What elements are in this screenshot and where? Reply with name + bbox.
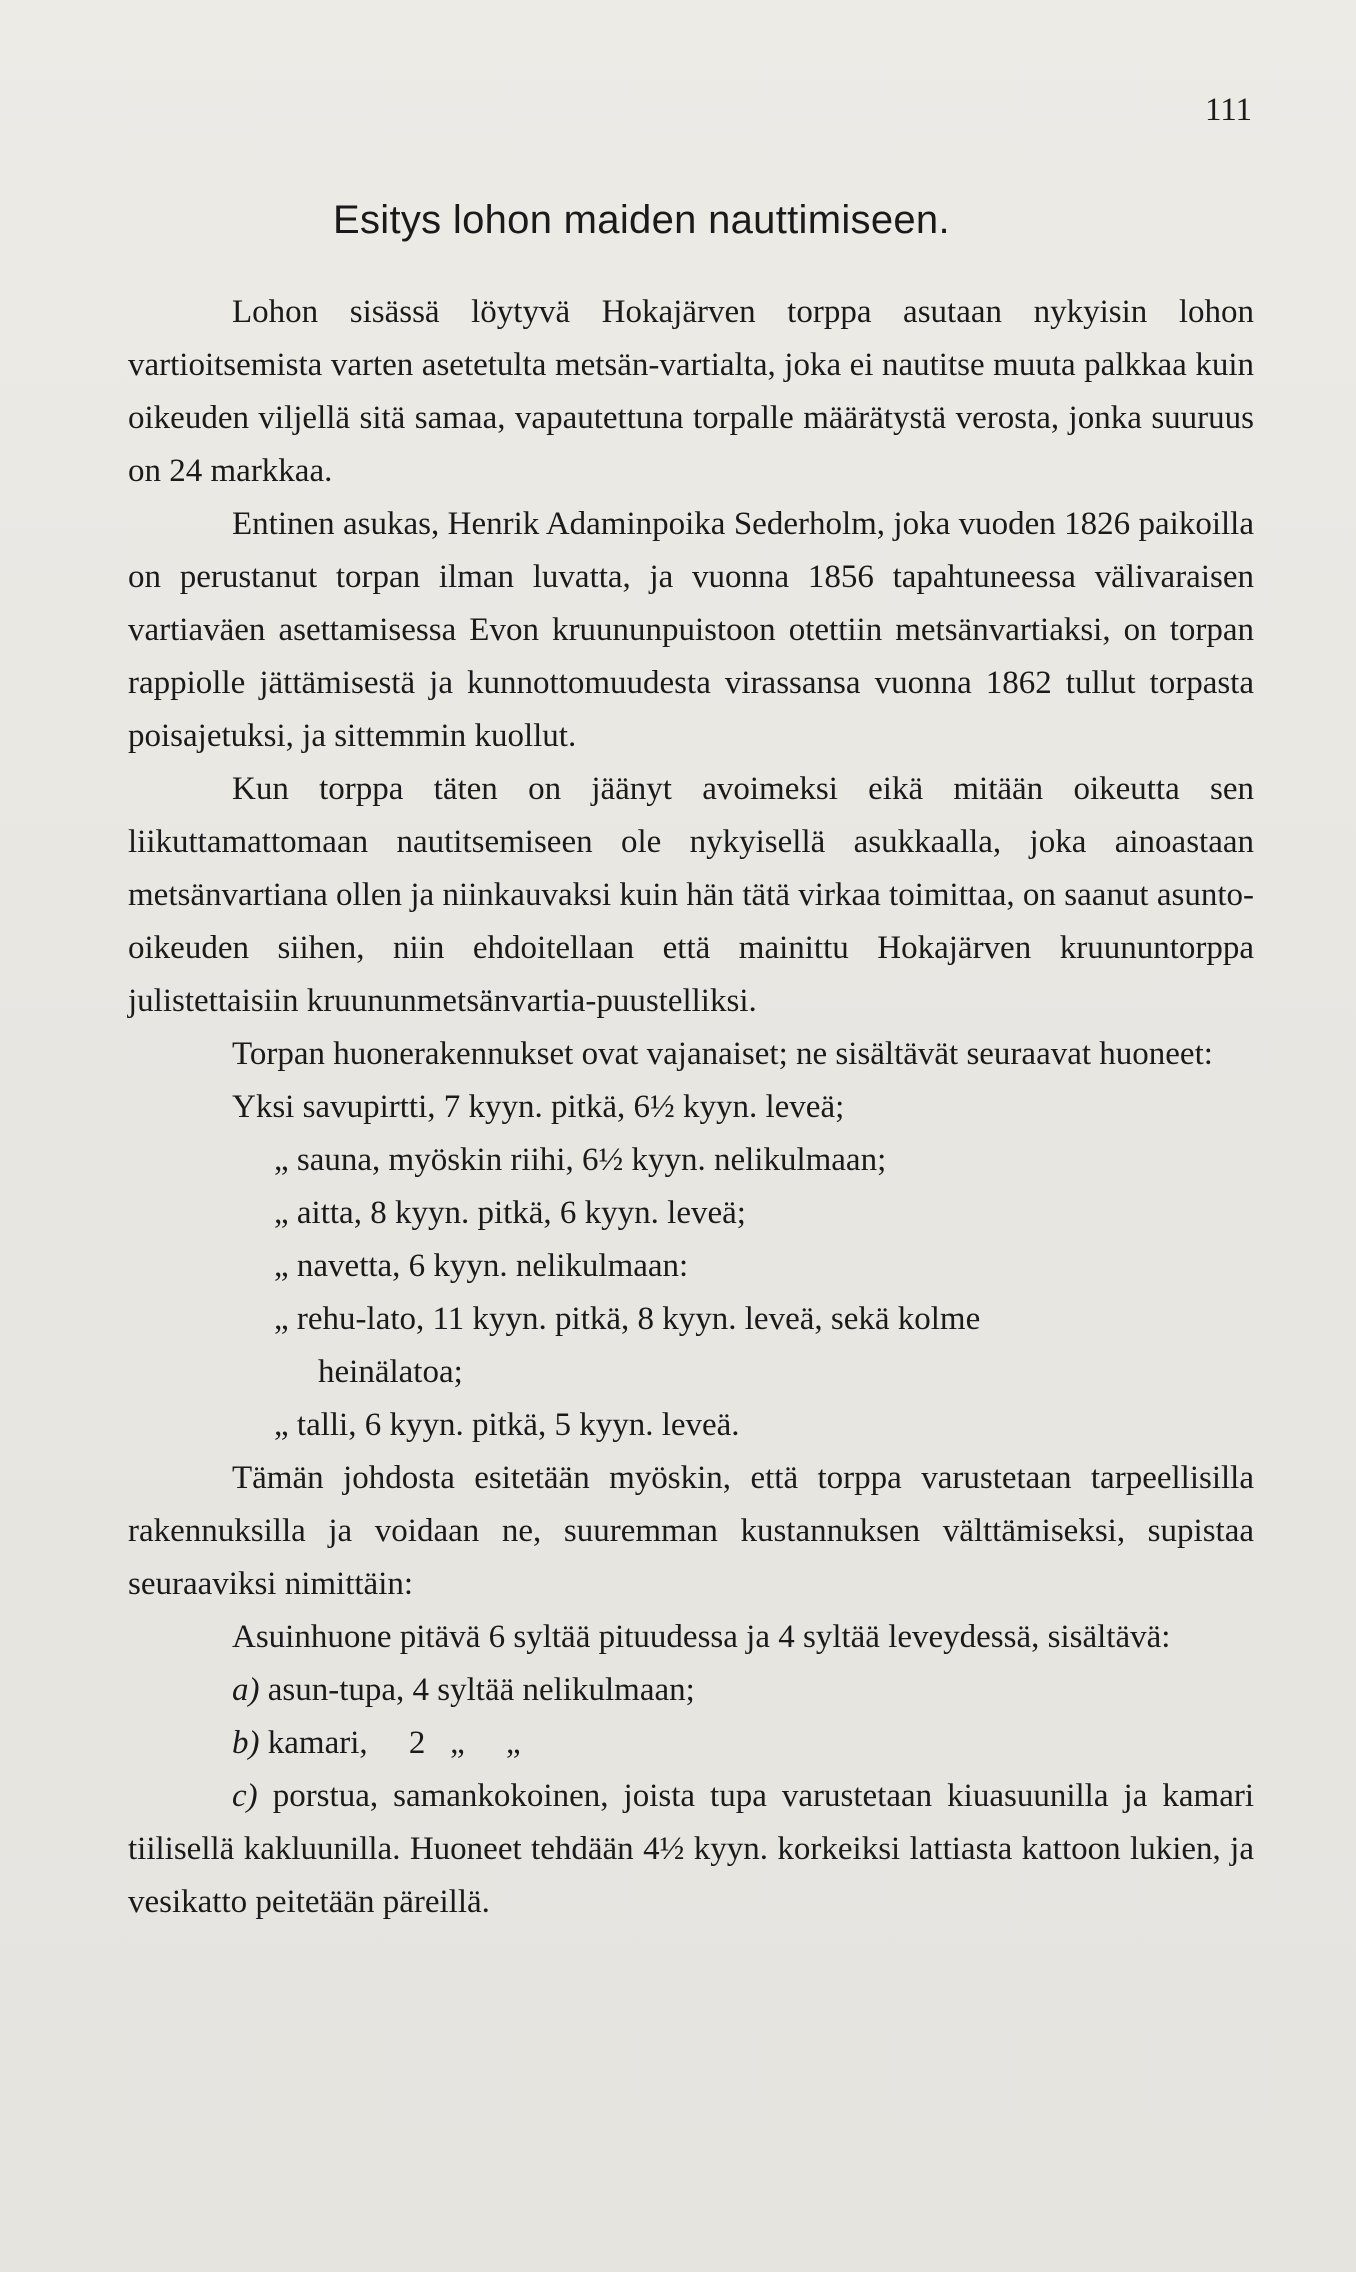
- paragraph-former-tenant: Entinen asukas, Henrik Adaminpoika Sederholm, joka vuoden 1826 paikoilla on perustanut torpan ilman luvatta, ja vuonna 1856 tapahtuneessa välivaraisen vartiaväen asettamisessa Evon kruununpuistoon otettiin metsänvartiaksi, on torpan rappiolle jättämisestä ja kunnottomuudesta virassansa vuonna 1862 tullut torpasta poisajetuksi, ja sittemmin kuollut.: [128, 506, 1254, 754]
- buildings-list-item-continuation: heinälatoa;: [318, 1354, 463, 1390]
- room-item-label: a): [232, 1672, 260, 1708]
- buildings-list-item: „ rehu-lato, 11 kyyn. pitkä, 8 kyyn. leveä, sekä kolme: [274, 1301, 981, 1337]
- room-item-label: c): [232, 1778, 258, 1814]
- section-heading: Esitys lohon maiden nauttimiseen.: [333, 198, 950, 242]
- buildings-list-item: „ talli, 6 kyyn. pitkä, 5 kyyn. leveä.: [274, 1407, 740, 1443]
- room-item-text: kamari, 2 „ „: [267, 1725, 521, 1761]
- paragraph-consequence: Tämän johdosta esitetään myöskin, että torppa varustetaan tarpeellisilla rakennuksilla ja voidaan ne, suuremman kustannuksen välttämiseksi, supistaa seuraaviksi nimittäin:: [128, 1460, 1254, 1602]
- room-item-c: [128, 1770, 1254, 1929]
- room-item-b: [128, 1717, 1254, 1770]
- room-item-text: asun-tupa, 4 syltää nelikulmaan;: [267, 1672, 695, 1708]
- room-item-label: b): [232, 1725, 260, 1761]
- buildings-list-item: „ navetta, 6 kyyn. nelikulmaan:: [274, 1248, 689, 1284]
- buildings-list: [128, 1081, 1254, 1452]
- page-number: 111: [1204, 92, 1252, 128]
- buildings-list-item: „ aitta, 8 kyyn. pitkä, 6 kyyn. leveä;: [274, 1195, 746, 1231]
- paragraph-proposal: Kun torppa täten on jäänyt avoimeksi eikä mitään oikeutta sen liikuttamattomaan nautitsemiseen ole nykyisellä asukkaalla, joka ainoastaan metsänvartiana ollen ja niinkauvaksi kuin hän tätä virkaa toimittaa, on saanut asunto-oikeuden siihen, niin ehdoitellaan että mainittu Hokajärven kruununtorppa julistettaisiin kruununmetsänvartia-puustelliksi.: [128, 771, 1254, 1019]
- paragraph-dwelling: Asuinhuone pitävä 6 syltää pituudessa ja 4 syltää leveydessä, sisältävä:: [232, 1619, 1171, 1655]
- room-item-text: porstua, samankokoinen, joista tupa varustetaan kiuasuunilla ja kamari tiilisellä kakluunilla. Huoneet tehdään 4½ kyyn. korkeiksi lattiasta kattoon lukien, ja vesikatto peitetään päreillä.: [128, 1778, 1254, 1920]
- paragraph-intro: Lohon sisässä löytyvä Hokajärven torppa asutaan nykyisin lohon vartioitsemista varten asetetulta metsän-vartialta, joka ei nautitse muuta palkkaa kuin oikeuden viljellä sitä samaa, vapautettuna torpalle määrätystä verosta, jonka suuruus on 24 markkaa.: [128, 294, 1254, 489]
- room-item-a: [128, 1664, 1254, 1717]
- buildings-list-item: „ sauna, myöskin riihi, 6½ kyyn. nelikulmaan;: [274, 1142, 887, 1178]
- paragraph-buildings-intro: Torpan huonerakennukset ovat vajanaiset; ne sisältävät seuraavat huoneet:: [232, 1036, 1213, 1072]
- buildings-list-item: Yksi savupirtti, 7 kyyn. pitkä, 6½ kyyn. leveä;: [232, 1089, 845, 1125]
- body-text: [128, 286, 1254, 1929]
